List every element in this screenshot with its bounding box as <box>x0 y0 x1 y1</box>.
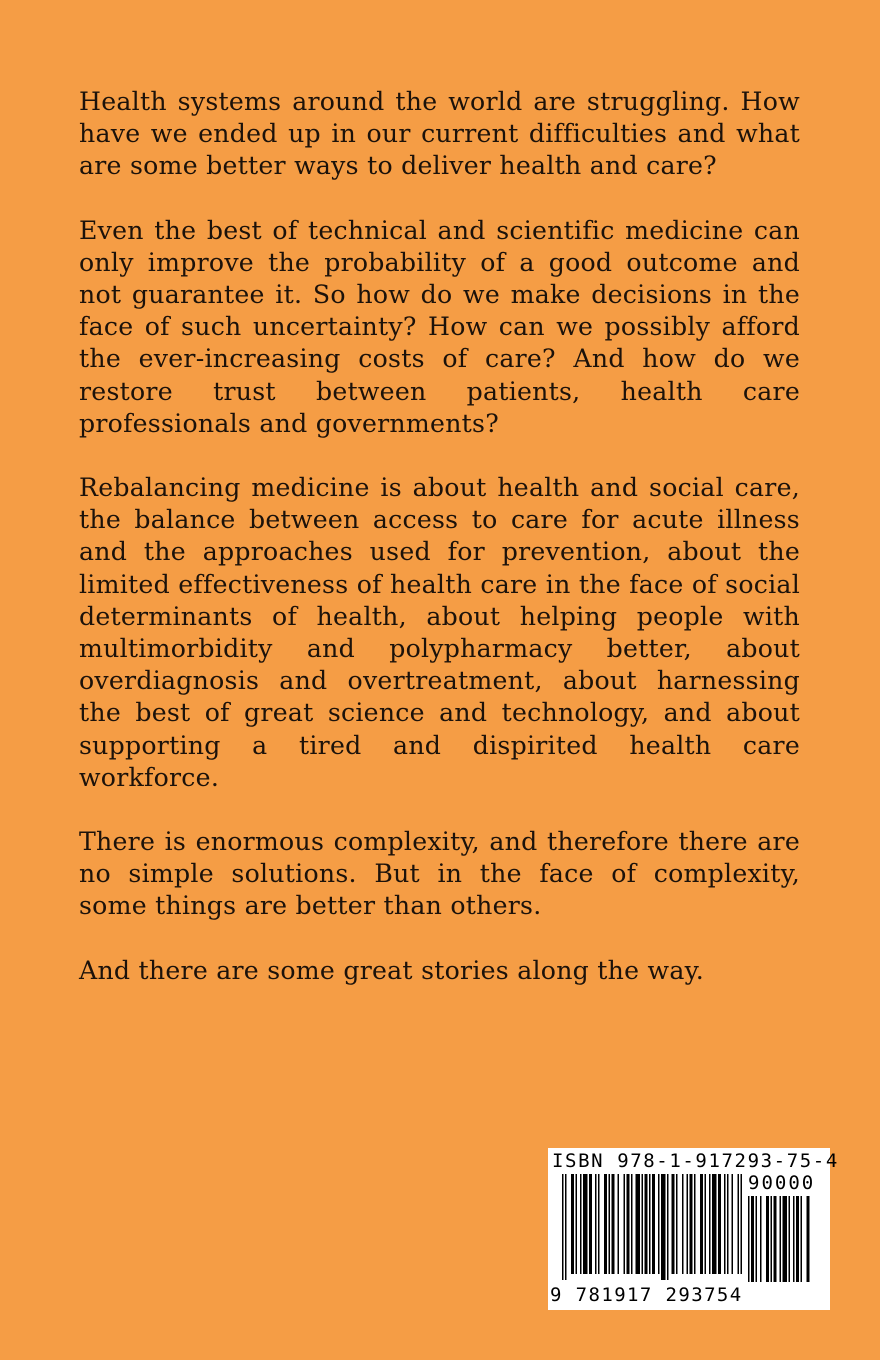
barcode-bar <box>595 1174 597 1274</box>
barcode-bar <box>700 1174 703 1274</box>
barcode-bar <box>580 1174 582 1274</box>
barcode-bar <box>687 1174 689 1274</box>
barcode-bar <box>583 1174 588 1274</box>
barcode-bar <box>774 1196 777 1282</box>
barcode-bar <box>727 1174 729 1274</box>
barcode-bar <box>760 1196 762 1282</box>
price-code: 90000 <box>748 1172 816 1194</box>
barcode-bar <box>712 1174 717 1274</box>
barcode-bar <box>741 1174 743 1274</box>
barcode-bar <box>789 1196 791 1282</box>
barcode-bar <box>598 1174 600 1274</box>
ean-digits: 9 781917 293754 <box>550 1284 743 1306</box>
barcode-bar <box>676 1174 678 1274</box>
barcode-bar <box>694 1174 696 1274</box>
barcode-bar <box>571 1174 574 1274</box>
barcode-bar <box>672 1174 675 1274</box>
barcode-bar <box>645 1174 648 1274</box>
barcode-bar <box>709 1174 711 1274</box>
blurb-paragraph-2: Even the best of technical and scientific medicine can only improve the probability of a good outcome and not guarantee it. So how do we make decisions in the face of such uncertainty? How can we possibly afford the ever-increasing costs of care? And how do we restore trust between patients, health care professionals and governments? <box>79 215 800 438</box>
blurb-text <box>79 86 800 1019</box>
barcode-bar <box>732 1174 734 1274</box>
barcode-bar <box>624 1174 626 1274</box>
barcode-bar <box>682 1174 684 1274</box>
barcode-bar <box>780 1196 782 1282</box>
barcode-bar <box>631 1174 633 1274</box>
barcode-bar <box>649 1174 651 1274</box>
barcode-bar <box>562 1174 564 1280</box>
barcode-bar <box>738 1174 740 1274</box>
barcode-bar <box>642 1174 644 1274</box>
barcode-bar <box>636 1174 641 1274</box>
barcode-bar <box>748 1196 750 1282</box>
barcode-icon <box>562 1174 742 1284</box>
isbn-label: ISBN 978-1-917293-75-4 <box>552 1150 839 1172</box>
barcode-bar <box>793 1196 795 1282</box>
blurb-paragraph-3: Rebalancing medicine is about health and social care, the balance between access to care for acute illness and the approaches used for prevention, about the limited effectiveness of health care in the face of social determinants of health, about helping people with multimorbidity and polypharmacy better, about overdiagnosis and overtreatment, about harnessing the best of great science and technology, and about supporting a tired and dispirited health care workforce. <box>79 473 800 792</box>
barcode-bar <box>565 1174 567 1280</box>
barcode-bar <box>604 1174 607 1274</box>
blurb-paragraph-4: There is enormous complexity, and therefore there are no simple solutions. But in the face of complexity, some things are better than others. <box>79 827 800 921</box>
barcode-bar <box>589 1174 592 1274</box>
barcode-bar <box>627 1174 630 1274</box>
barcode-bar <box>690 1174 693 1274</box>
barcode-bar <box>612 1174 615 1274</box>
barcode-bar <box>801 1196 803 1282</box>
barcode-bar <box>751 1196 754 1282</box>
barcode-bar <box>705 1174 707 1274</box>
barcode-bar <box>576 1174 578 1274</box>
isbn-barcode <box>548 1148 839 1310</box>
barcode-bar <box>652 1174 655 1274</box>
barcode-bar <box>667 1174 669 1280</box>
barcode-bar <box>609 1174 611 1274</box>
barcode-bar <box>724 1174 726 1274</box>
barcode-bar <box>658 1174 660 1274</box>
barcode-bar <box>796 1196 799 1282</box>
barcode-bar <box>661 1174 666 1280</box>
blurb-paragraph-5: And there are some great stories along the way. <box>79 955 705 985</box>
barcode-bar <box>718 1174 721 1274</box>
barcode-bar <box>783 1196 788 1282</box>
barcode-bar <box>771 1196 773 1282</box>
barcode-bar <box>756 1196 758 1282</box>
barcode-bar <box>766 1196 769 1282</box>
barcode-bar <box>618 1174 620 1274</box>
blurb-paragraph-1: Health systems around the world are struggling. How have we ended up in our current difficulties and what are some better ways to deliver health and care? <box>79 87 800 181</box>
addon-barcode-icon <box>748 1196 824 1284</box>
barcode-bar <box>807 1196 810 1282</box>
